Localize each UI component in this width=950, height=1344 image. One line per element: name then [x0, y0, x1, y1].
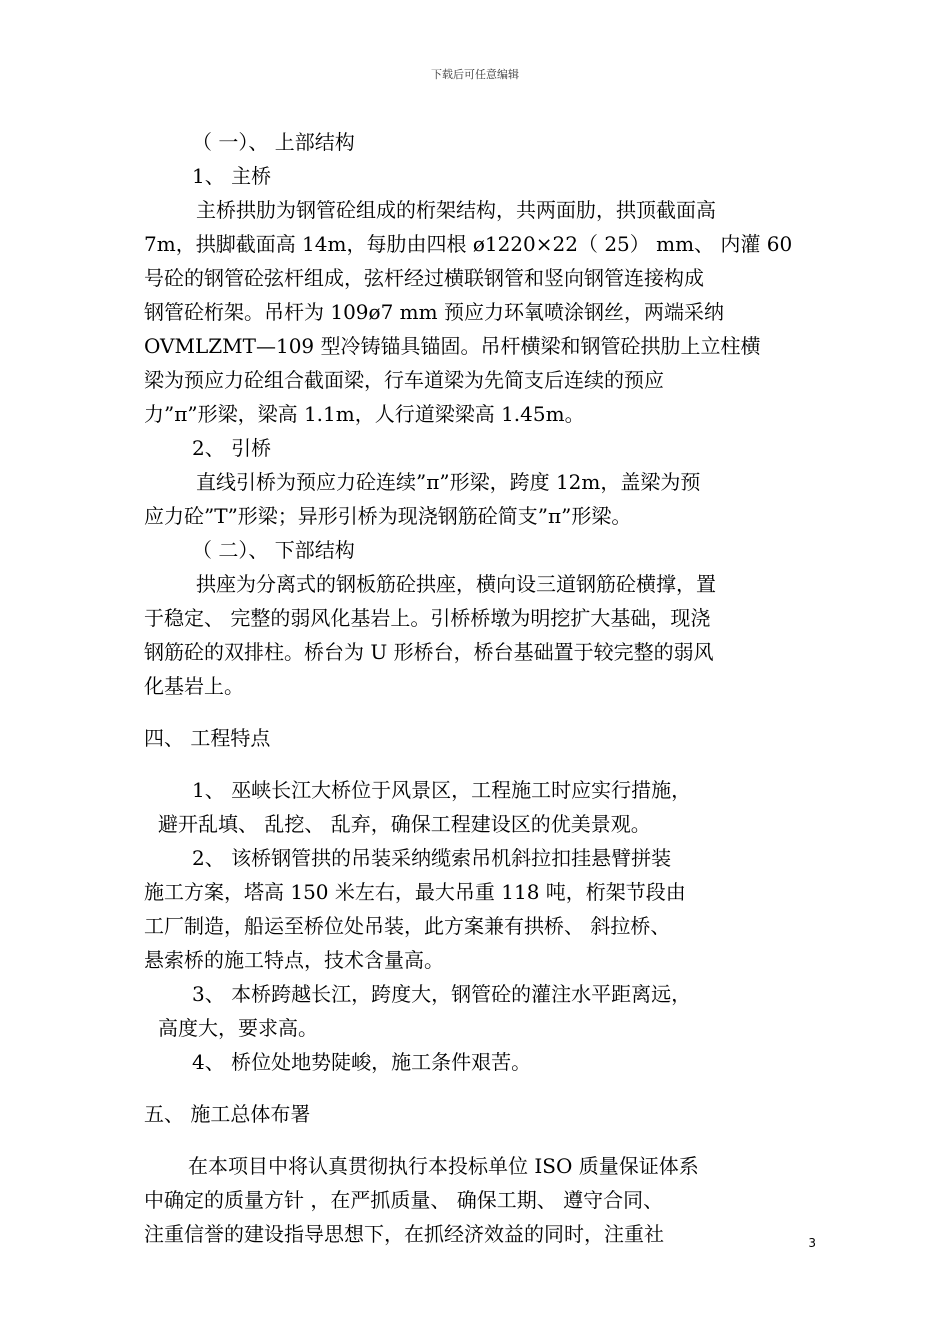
text-line: 钢筋砼的双排柱。桥台为 U 形桥台，桥台基础置于较完整的弱风 [144, 640, 714, 664]
heading-project-features: 四、 工程特点 [144, 726, 271, 750]
text-line: 力”π”形梁，梁高 1.1m，人行道梁梁高 1.45m。 [144, 402, 585, 426]
text-line: 在本项目中将认真贯彻执行本投标单位 ISO 质量保证体系 [188, 1154, 699, 1178]
text-line: 直线引桥为预应力砼连续”π”形梁，跨度 12m，盖梁为预 [196, 470, 701, 494]
text-line: 高度大，要求高。 [158, 1016, 318, 1040]
text-line: 应力砼”T”形梁；异形引桥为现浇钢筋砼简支”π”形梁。 [144, 504, 632, 528]
text-line: 3、 本桥跨越长江，跨度大，钢管砼的灌注水平距离远， [192, 982, 692, 1006]
text-line: 悬索桥的施工特点，技术含量高。 [144, 948, 444, 972]
text-line: 中确定的质量方针 ，在严抓质量、 确保工期、 遵守合同、 [144, 1188, 664, 1212]
text-line: 主桥拱肋为钢管砼组成的桁架结构，共两面肋，拱顶截面高 [196, 198, 716, 222]
heading-upper-structure: （ 一）、 上部结构 [192, 130, 355, 154]
page-header: 下载后可任意编辑 [431, 68, 519, 81]
text-line: OVMLZMT—109 型冷铸锚具锚固。吊杆横梁和钢管砼拱肋上立柱横 [144, 334, 761, 358]
subheading-main-bridge: 1、 主桥 [192, 164, 272, 188]
text-line: 梁为预应力砼组合截面梁，行车道梁为先简支后连续的预应 [144, 368, 664, 392]
heading-lower-structure: （ 二）、 下部结构 [192, 538, 355, 562]
text-line: 号砼的钢管砼弦杆组成，弦杆经过横联钢管和竖向钢管连接构成 [144, 266, 704, 290]
text-line: 工厂制造，船运至桥位处吊装，此方案兼有拱桥、 斜拉桥、 [144, 914, 671, 938]
subheading-approach-bridge: 2、 引桥 [192, 436, 272, 460]
text-line: 7m，拱脚截面高 14m，每肋由四根 ø1220×22（ 25） mm、 内灌 60 [144, 232, 793, 256]
page-number: 3 [808, 1236, 816, 1250]
text-line: 于稳定、 完整的弱风化基岩上。引桥桥墩为明挖扩大基础，现浇 [144, 606, 711, 630]
text-line: 施工方案，塔高 150 米左右，最大吊重 118 吨，桁架节段由 [144, 880, 686, 904]
text-line: 拱座为分离式的钢板筋砼拱座，横向设三道钢筋砼横撑，置 [196, 572, 716, 596]
text-line: 化基岩上。 [144, 674, 244, 698]
text-line: 1、 巫峡长江大桥位于风景区，工程施工时应实行措施， [192, 778, 692, 802]
text-line: 4、 桥位处地势陡峻，施工条件艰苦。 [192, 1050, 532, 1074]
heading-construction-layout: 五、 施工总体布署 [144, 1102, 311, 1126]
text-line: 2、 该桥钢管拱的吊装采纳缆索吊机斜拉扣挂悬臂拼装 [192, 846, 672, 870]
text-line: 注重信誉的建设指导思想下，在抓经济效益的同时，注重社 [144, 1222, 664, 1246]
text-line: 避开乱填、 乱挖、 乱弃，确保工程建设区的优美景观。 [158, 812, 651, 836]
text-line: 钢管砼桁架。吊杆为 109ø7 mm 预应力环氧喷涂钢丝，两端采纳 [144, 300, 724, 324]
